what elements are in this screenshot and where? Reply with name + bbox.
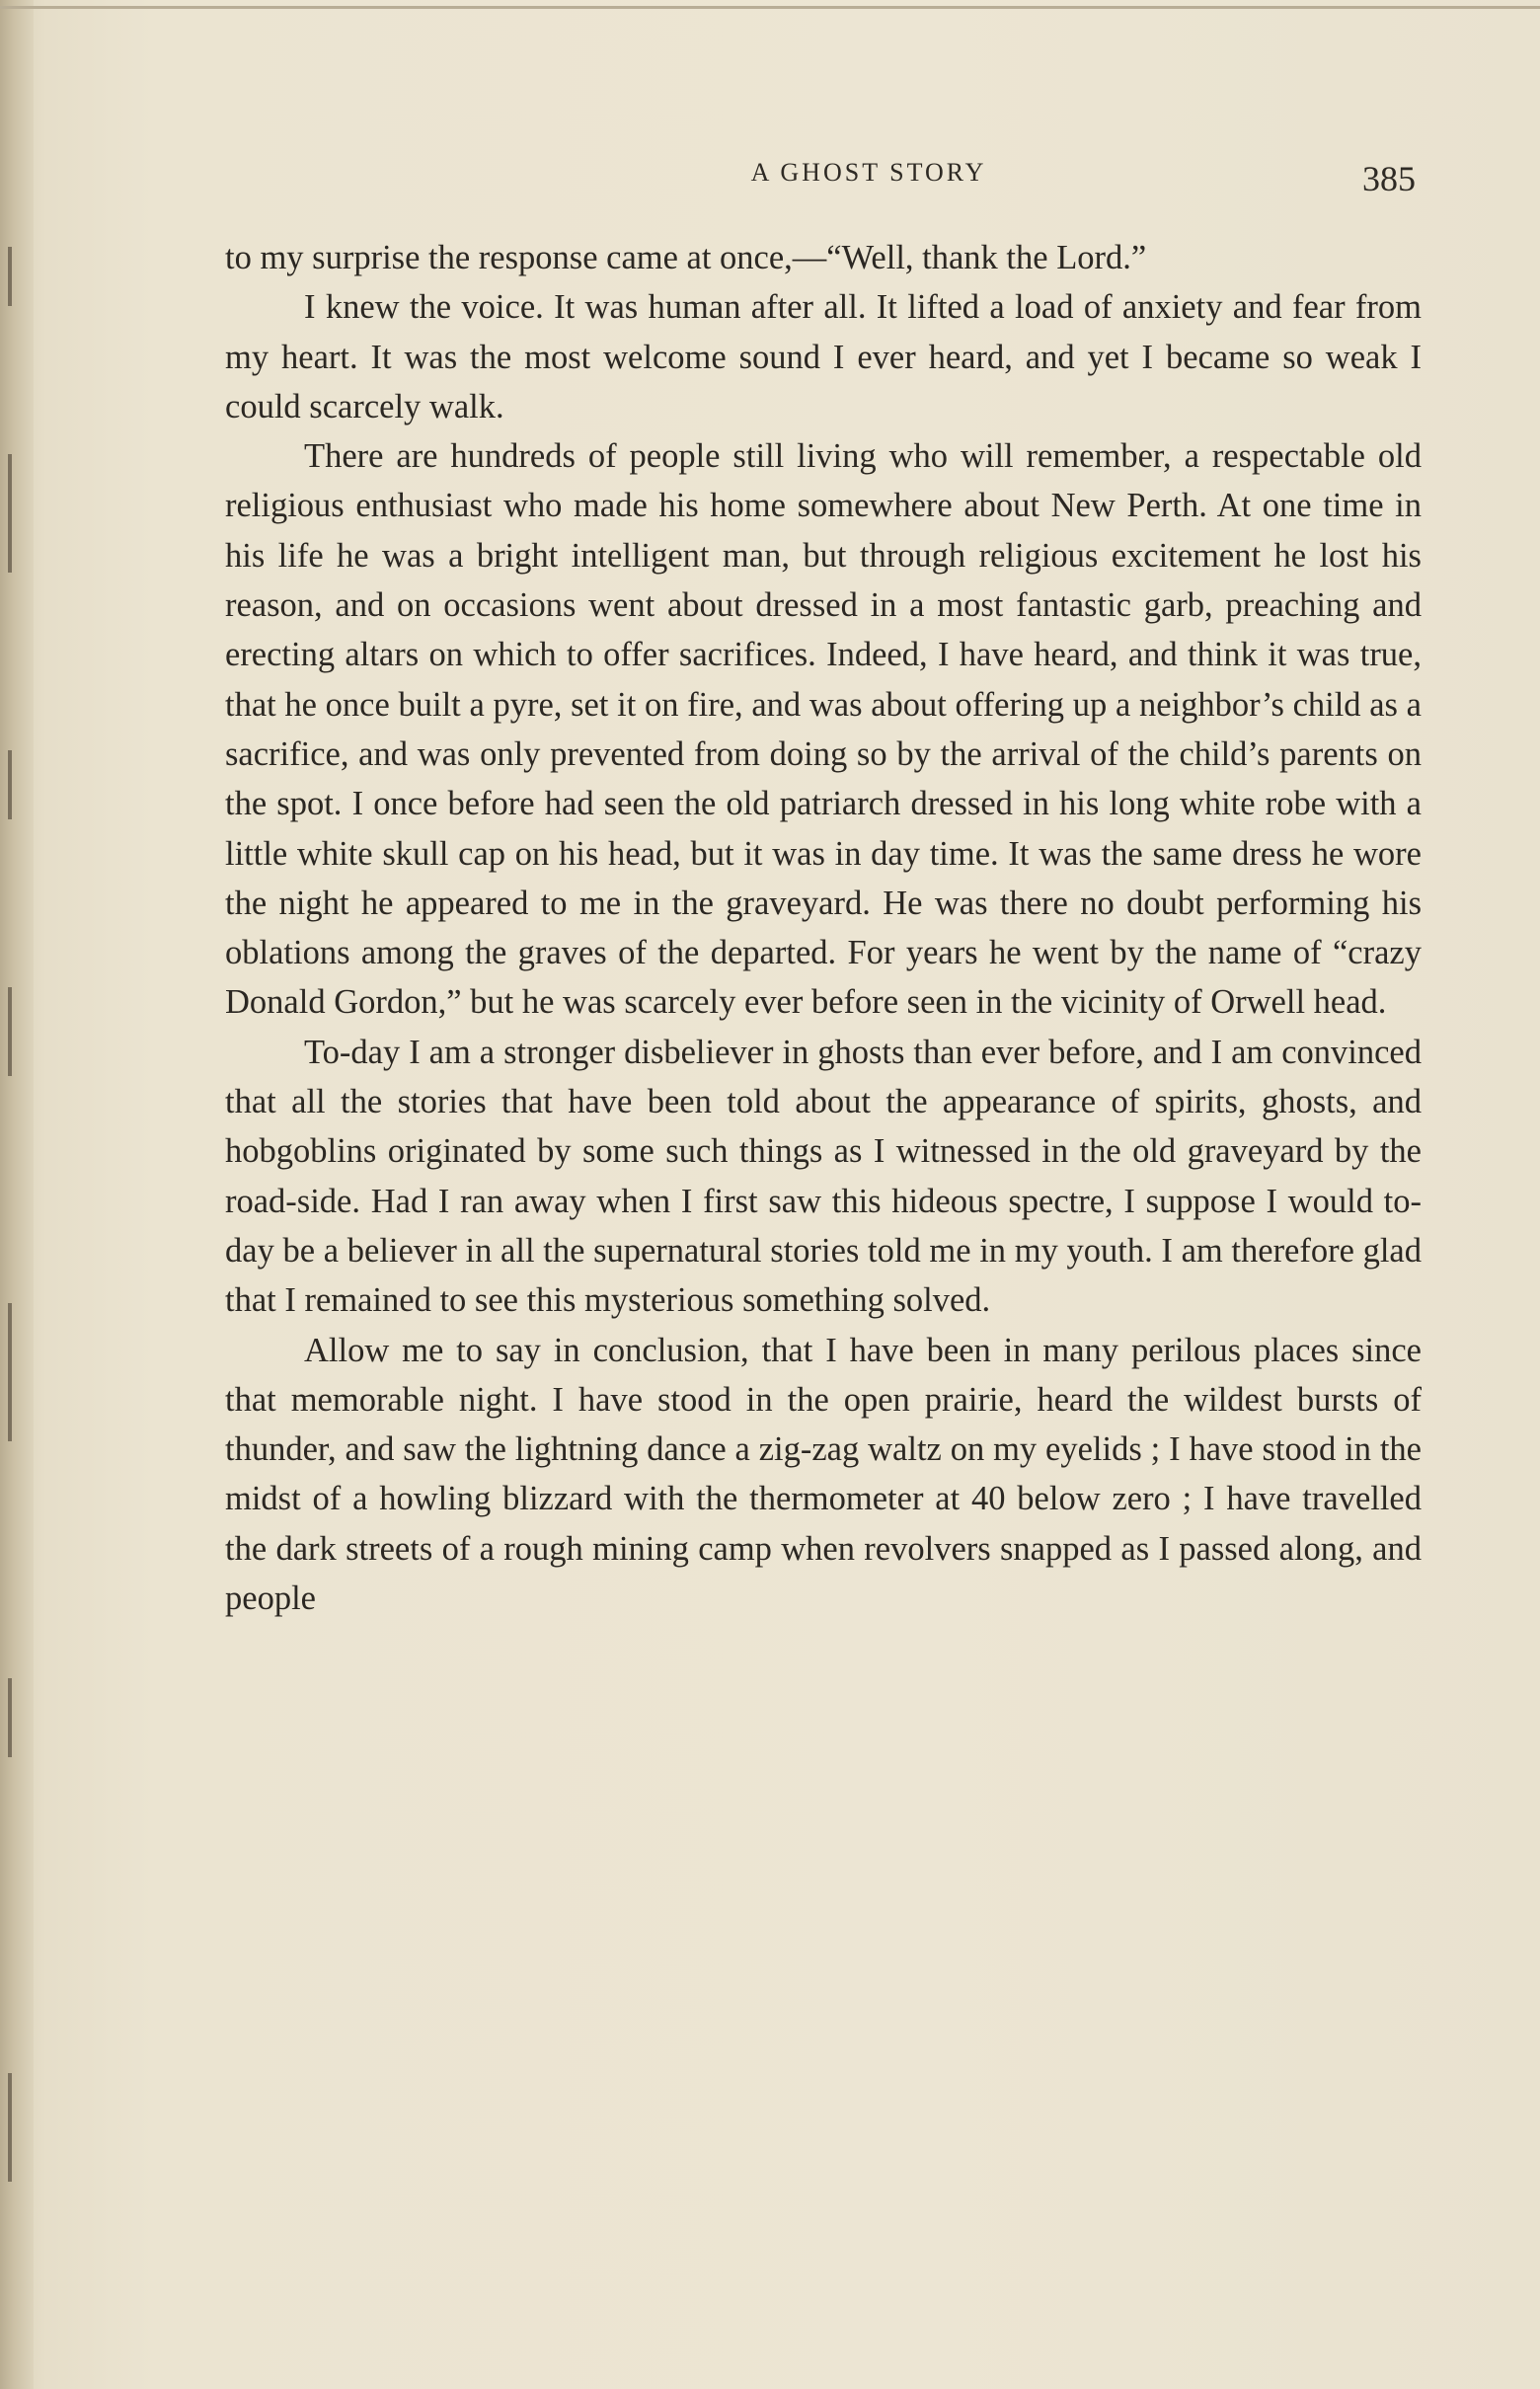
binding-mark <box>8 2073 12 2182</box>
page-number: 385 <box>1362 159 1416 198</box>
paragraph: I knew the voice. It was human after all. It lifted a load of anxiety and fear from my heart. It was the most welcome sound I ever heard, and yet I became so weak I could scarcely walk. <box>225 288 1422 425</box>
binding-edge <box>0 0 34 2389</box>
binding-mark <box>8 1303 12 1441</box>
paragraph: Allow me to say in conclusion, that I have been in many perilous places since that memorable night. I have stood in the open prairie, heard the wildest bursts of thunder, and saw the lightning dance a zig-zag waltz on my eyelids ; I have stood in the midst of a howling blizzard with the thermometer at 40 below zero ; I have travelled the dark streets of a rough mining camp when revolvers snapped as I passed along, and people <box>225 1331 1422 1618</box>
running-title: A GHOST STORY <box>750 158 987 187</box>
binding-mark <box>8 454 12 573</box>
paragraph: There are hundreds of people still living who will remember, a respectable old religious enthusiast who made his home somewhere about New Perth. At one time in his life he was a bright intelligent man, but through religious excitement he lost his reason, and on occasions went about dressed in a most fantastic garb, preaching and erecting altars on which to offer sacrifices. Indeed, I have heard, and think it was true, that he once built a pyre, set it on fire, and was about offering up a neighbor’s child as a sacrifice, and was only prevented from doing so by the arrival of the child’s parents on the spot. I once before had seen the old patriarch dressed in his long white robe with a little white skull cap on his head, but it was in day time. It was the same dress he wore the night he appeared to me in the graveyard. He was there no doubt performing his oblations among the graves of the departed. For years he went by the name of “crazy Donald Gordon,” but he was scarcely ever before seen in the vicinity of Orwell head. <box>225 437 1422 1022</box>
paragraph: To-day I am a stronger disbeliever in ghosts than ever before, and I am convinced that all the stories that have been told about the appearance of spirits, ghosts, and hobgoblins originated by some such things as I witnessed in the old graveyard by the road-side. Had I ran away when I first saw this hideous spectre, I suppose I would to-day be a believer in all the supernatural stories told me in my youth. I am therefore glad that I remained to see this mysterious something solved. <box>225 1033 1422 1320</box>
binding-mark <box>8 247 12 306</box>
running-head <box>0 158 1540 197</box>
binding-mark <box>8 1678 12 1757</box>
paragraph: to my surprise the response came at once,—“Well, thank the Lord.” <box>225 239 1147 276</box>
binding-mark <box>8 987 12 1076</box>
binding-mark <box>8 750 12 819</box>
top-edge-rule <box>0 6 1540 9</box>
body-text <box>225 233 1422 1623</box>
